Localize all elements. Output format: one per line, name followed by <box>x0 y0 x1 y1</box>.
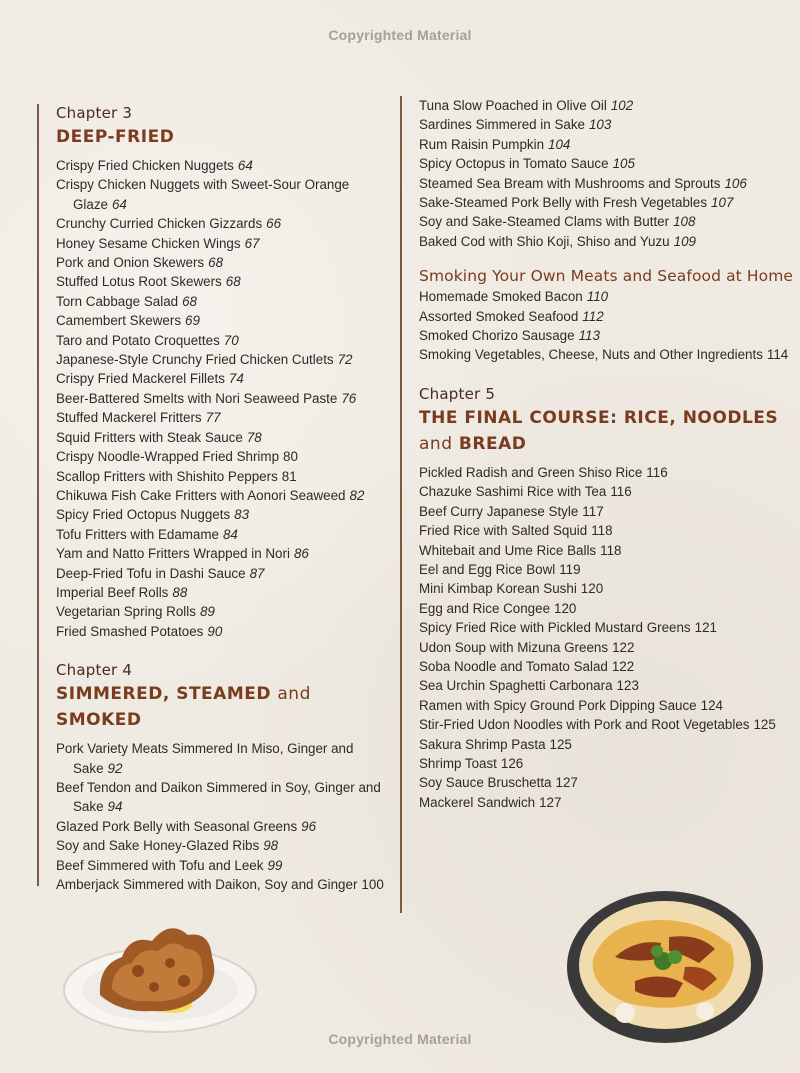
toc-entry <box>419 579 799 598</box>
toc-entry-title: Udon Soup with Mizuna Greens <box>419 639 609 655</box>
chapter-4-title-part1: SIMMERED, STEAMED <box>56 684 271 705</box>
toc-entry <box>56 350 396 369</box>
chapter-5-label: Chapter 5 <box>419 384 496 403</box>
toc-entry <box>56 156 396 175</box>
toc-entry-page: 112 <box>582 308 604 324</box>
toc-entry-page: 68 <box>225 274 241 290</box>
toc-entry <box>419 115 799 134</box>
rice-bowl-image <box>565 887 765 1047</box>
toc-entry-page: 67 <box>244 235 260 251</box>
toc-entry-page: 122 <box>612 639 635 655</box>
toc-entry-title: Beef Simmered with Tofu and Leek <box>56 857 264 873</box>
toc-entry-page: 110 <box>586 289 609 305</box>
toc-entry <box>419 618 799 637</box>
toc-entry-page: 69 <box>185 313 200 329</box>
toc-entry-title: Sea Urchin Spaghetti Carbonara <box>419 678 613 694</box>
toc-entry <box>56 428 396 447</box>
toc-entry-page: 98 <box>263 838 279 854</box>
chapter-4-continued-entries <box>419 96 799 251</box>
toc-entry-page: 94 <box>107 799 123 815</box>
toc-entry-title: Deep-Fried Tofu in Dashi Sauce <box>56 565 246 581</box>
chapter-5-title-line1: THE FINAL COURSE: RICE, NOODLES <box>419 407 779 428</box>
toc-left-column <box>37 104 396 892</box>
toc-entry <box>419 232 799 251</box>
toc-entry-title: Yam and Natto Fritters Wrapped in Nori <box>56 546 290 562</box>
toc-entry-title: Sake-Steamed Pork Belly with Fresh Vegetables <box>419 195 708 211</box>
toc-entry-page: 125 <box>549 736 572 752</box>
toc-entry-title: Vegetarian Spring Rolls <box>56 604 196 620</box>
toc-entry <box>419 345 799 364</box>
toc-entry <box>419 463 799 482</box>
toc-entry-title: Beef Tendon and Daikon Simmered in Soy, Ginger and Sake <box>56 779 381 815</box>
toc-entry <box>56 739 396 778</box>
toc-entry-title: Smoked Chorizo Sausage <box>419 328 575 344</box>
toc-entry <box>419 541 799 560</box>
toc-entry-page: 124 <box>700 697 723 713</box>
toc-entry-page: 119 <box>559 561 581 577</box>
chapter-5-title <box>419 405 799 457</box>
toc-entry-page: 64 <box>237 158 253 173</box>
toc-entry-page: 66 <box>266 216 282 232</box>
watermark-top: Copyrighted Material <box>328 27 472 43</box>
toc-entry <box>419 754 799 773</box>
toc-entry-page: 88 <box>172 584 188 600</box>
toc-entry-title: Crispy Noodle-Wrapped Fried Shrimp <box>56 449 280 465</box>
toc-entry-page: 84 <box>222 526 238 542</box>
toc-entry <box>419 560 799 579</box>
toc-entry-page: 122 <box>611 658 635 674</box>
toc-entry-title: Steamed Sea Bream with Mushrooms and Sprouts <box>419 175 721 191</box>
toc-entry-title: Torn Cabbage Salad <box>56 293 179 309</box>
toc-entry <box>419 773 799 792</box>
toc-entry-page: 96 <box>301 818 317 834</box>
toc-entry-title: Ramen with Spicy Ground Pork Dipping Sauce <box>419 697 697 713</box>
toc-entry <box>419 657 799 676</box>
toc-entry-title: Mackerel Sandwich <box>419 794 536 810</box>
toc-entry <box>56 214 396 233</box>
toc-entry-title: Beer-Battered Smelts with Nori Seaweed Paste <box>56 390 338 406</box>
toc-entry <box>56 486 396 505</box>
toc-entry <box>56 253 396 272</box>
toc-entry-title: Stuffed Lotus Root Skewers <box>56 274 222 290</box>
toc-entry-page: 104 <box>548 136 571 152</box>
toc-entry <box>419 676 799 695</box>
toc-entry-title: Soba Noodle and Tomato Salad <box>419 658 608 674</box>
toc-entry-page: 118 <box>591 523 613 539</box>
toc-entry-page: 127 <box>555 775 578 791</box>
toc-entry-page: 120 <box>554 600 577 616</box>
toc-entry <box>56 175 396 214</box>
toc-entry <box>56 408 396 427</box>
toc-entry-title: Beef Curry Japanese Style <box>419 503 579 519</box>
toc-entry-title: Pickled Radish and Green Shiso Rice <box>419 464 643 480</box>
toc-entry <box>56 622 396 641</box>
toc-entry-title: Crunchy Curried Chicken Gizzards <box>56 216 263 232</box>
toc-entry <box>56 505 396 524</box>
toc-entry-title: Camembert Skewers <box>56 313 182 329</box>
chapter-5-title-line2: BREAD <box>458 433 527 454</box>
toc-entry <box>419 154 799 173</box>
toc-entry-page: 74 <box>228 371 244 387</box>
toc-entry-title: Stuffed Mackerel Fritters <box>56 410 202 426</box>
toc-entry-title: Shrimp Toast <box>419 755 497 771</box>
toc-entry-title: Baked Cod with Shio Koji, Shiso and Yuzu <box>419 233 670 249</box>
toc-entry-title: Chazuke Sashimi Rice with Tea <box>419 484 607 500</box>
toc-entry <box>56 311 396 330</box>
toc-entry-title: Fried Smashed Potatoes <box>56 623 204 639</box>
toc-entry-title: Crispy Fried Chicken Nuggets <box>56 158 234 173</box>
toc-entry <box>419 287 799 306</box>
toc-entry-page: 120 <box>580 581 604 597</box>
toc-entry-title: Glazed Pork Belly with Seasonal Greens <box>56 818 298 834</box>
toc-entry-page: 123 <box>616 678 639 694</box>
toc-entry-page: 64 <box>111 196 127 212</box>
toc-entry-page: 81 <box>281 468 297 484</box>
toc-entry <box>419 521 799 540</box>
toc-entry <box>56 369 396 388</box>
toc-entry-page: 105 <box>612 156 635 172</box>
toc-entry-title: Squid Fritters with Steak Sauce <box>56 429 243 445</box>
toc-entry-page: 70 <box>223 332 239 348</box>
toc-entry-page: 68 <box>208 255 224 271</box>
toc-entry <box>419 502 799 521</box>
toc-entry <box>419 638 799 657</box>
toc-entry-title: Japanese-Style Crunchy Fried Chicken Cutlets <box>56 352 334 368</box>
toc-entry <box>56 331 396 350</box>
toc-entry-title: Homemade Smoked Bacon <box>419 289 583 305</box>
toc-entry <box>419 212 799 231</box>
toc-entry <box>56 467 396 486</box>
toc-entry-title: Crispy Fried Mackerel Fillets <box>56 371 225 387</box>
toc-entry-page: 118 <box>600 542 622 558</box>
toc-entry-page: 127 <box>539 794 562 810</box>
toc-entry <box>419 326 799 345</box>
toc-entry <box>56 836 396 855</box>
toc-entry-title: Amberjack Simmered with Daikon, Soy and Ginger <box>56 877 358 892</box>
toc-entry <box>419 482 799 501</box>
toc-entry <box>56 544 396 563</box>
toc-entry-title: Soy Sauce Bruschetta <box>419 775 552 791</box>
toc-entry <box>56 583 396 602</box>
chapter-3-title: DEEP-FRIED <box>56 127 175 147</box>
toc-entry <box>56 389 396 408</box>
toc-entry-page: 126 <box>500 755 524 771</box>
toc-entry <box>56 817 396 836</box>
toc-entry-page: 78 <box>246 429 262 445</box>
smoking-entries <box>419 287 799 365</box>
toc-entry <box>419 793 799 812</box>
toc-entry <box>419 599 799 618</box>
toc-entry-title: Sakura Shrimp Pasta <box>419 736 546 752</box>
toc-entry-page: 92 <box>107 760 123 776</box>
toc-entry-title: Egg and Rice Congee <box>419 600 551 616</box>
toc-entry-page: 125 <box>753 717 776 733</box>
toc-entry <box>56 778 396 817</box>
toc-entry <box>419 735 799 754</box>
toc-entry <box>56 447 396 466</box>
toc-entry-page: 103 <box>588 117 612 133</box>
toc-entry <box>56 234 396 253</box>
toc-entry-page: 68 <box>182 293 197 309</box>
toc-entry-title: Eel and Egg Rice Bowl <box>419 561 556 577</box>
smoking-section-title: Smoking Your Own Meats and Seafood at Home <box>419 267 794 286</box>
toc-entry-page: 113 <box>578 328 600 344</box>
toc-entry-page: 83 <box>234 507 250 523</box>
toc-entry-page: 114 <box>766 347 789 363</box>
chapter-3-entries <box>56 156 396 641</box>
fried-chicken-plate-image <box>60 905 260 1040</box>
toc-right-column <box>400 96 799 913</box>
toc-entry-title: Mini Kimbap Korean Sushi <box>419 581 577 597</box>
chapter-4-entries <box>56 739 396 894</box>
toc-entry <box>419 193 799 212</box>
toc-entry-page: 99 <box>267 857 283 873</box>
toc-entry-title: Assorted Smoked Seafood <box>419 308 579 324</box>
chapter-3-label: Chapter 3 <box>56 104 133 122</box>
toc-entry-title: Taro and Potato Croquettes <box>56 332 220 348</box>
toc-entry <box>419 307 799 326</box>
chapter-4-title-part2: SMOKED <box>56 710 142 731</box>
toc-entry <box>56 564 396 583</box>
toc-entry-title: Whitebait and Ume Rice Balls <box>419 542 597 558</box>
toc-entry-page: 100 <box>361 877 384 892</box>
toc-entry-title: Sardines Simmered in Sake <box>419 117 585 133</box>
chapter-4-title <box>56 681 396 733</box>
toc-entry-page: 86 <box>293 546 309 562</box>
toc-entry <box>56 525 396 544</box>
toc-entry-title: Soy and Sake Honey-Glazed Ribs <box>56 838 260 854</box>
toc-entry <box>56 292 396 311</box>
toc-entry-title: Pork and Onion Skewers <box>56 255 205 271</box>
toc-entry-title: Chikuwa Fish Cake Fritters with Aonori Seaweed <box>56 487 346 503</box>
toc-entry-page: 107 <box>711 195 734 211</box>
toc-entry <box>56 602 396 621</box>
toc-entry <box>56 875 396 894</box>
toc-entry-page: 117 <box>582 503 604 519</box>
toc-entry-title: Fried Rice with Salted Squid <box>419 523 588 539</box>
toc-entry-title: Spicy Octopus in Tomato Sauce <box>419 156 609 172</box>
toc-entry-title: Rum Raisin Pumpkin <box>419 136 545 152</box>
toc-entry <box>419 174 799 193</box>
chapter-5-title-and: and <box>419 433 453 454</box>
toc-entry <box>419 135 799 154</box>
toc-entry-title: Stir-Fried Udon Noodles with Pork and Root Vegetables <box>419 717 750 733</box>
toc-entry-page: 108 <box>673 214 696 230</box>
chapter-5-entries <box>419 463 799 812</box>
toc-entry-page: 89 <box>199 604 215 620</box>
toc-entry-page: 116 <box>646 464 668 480</box>
toc-entry-page: 87 <box>249 565 265 581</box>
toc-entry-page: 80 <box>283 449 298 465</box>
toc-entry-page: 76 <box>341 390 357 406</box>
toc-entry-title: Spicy Fried Rice with Pickled Mustard Greens <box>419 620 691 636</box>
toc-entry-page: 109 <box>673 233 696 249</box>
toc-entry <box>419 715 799 734</box>
toc-entry-title: Honey Sesame Chicken Wings <box>56 235 241 251</box>
toc-entry-page: 90 <box>207 623 223 639</box>
toc-entry-title: Smoking Vegetables, Cheese, Nuts and Other Ingredients <box>419 347 763 363</box>
toc-entry-title: Imperial Beef Rolls <box>56 584 169 600</box>
toc-entry-page: 82 <box>349 487 365 503</box>
toc-entry-page: 77 <box>205 410 221 426</box>
toc-entry-page: 116 <box>610 484 632 500</box>
toc-entry-page: 121 <box>694 620 717 636</box>
watermark-bottom: Copyrighted Material <box>328 1031 472 1047</box>
toc-entry-title: Tuna Slow Poached in Olive Oil <box>419 98 607 113</box>
toc-entry <box>419 696 799 715</box>
toc-entry-page: 72 <box>337 352 353 368</box>
toc-entry-page: 102 <box>610 98 634 113</box>
chapter-4-label: Chapter 4 <box>56 661 133 680</box>
chapter-4-title-and: and <box>277 684 311 705</box>
toc-entry-title: Crispy Chicken Nuggets with Sweet-Sour Orange Glaze <box>56 177 350 212</box>
toc-entry <box>56 272 396 291</box>
toc-entry <box>419 96 799 115</box>
toc-entry-title: Scallop Fritters with Shishito Peppers <box>56 468 278 484</box>
toc-entry-title: Tofu Fritters with Edamame <box>56 526 219 542</box>
toc-entry-title: Soy and Sake-Steamed Clams with Butter <box>419 214 670 230</box>
toc-entry <box>56 856 396 875</box>
toc-entry-title: Pork Variety Meats Simmered In Miso, Ginger and Sake <box>56 741 354 776</box>
toc-entry-page: 106 <box>724 175 747 191</box>
toc-entry-title: Spicy Fried Octopus Nuggets <box>56 507 231 523</box>
